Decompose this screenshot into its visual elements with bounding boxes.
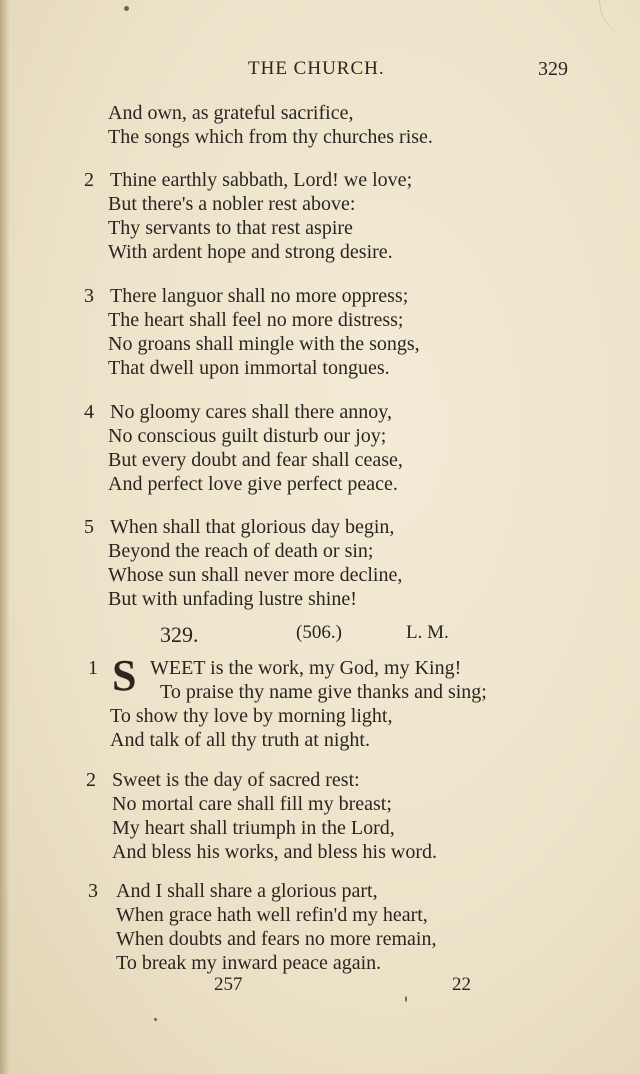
hymn-reference: (506.) bbox=[296, 622, 342, 643]
drop-cap: S bbox=[112, 651, 137, 700]
stanza-number: 5 bbox=[84, 516, 94, 538]
verse-line: Thy servants to that rest aspire bbox=[108, 217, 353, 239]
hymn-meter: L. M. bbox=[406, 622, 449, 643]
ink-speck bbox=[124, 6, 129, 11]
verse-line: To break my inward peace again. bbox=[116, 952, 382, 974]
ink-speck bbox=[154, 1018, 157, 1021]
verse-line: When shall that glorious day begin, bbox=[110, 516, 395, 538]
verse-line: And talk of all thy truth at night. bbox=[110, 729, 370, 751]
verse-line: When doubts and fears no more remain, bbox=[116, 928, 437, 950]
verse-line: No mortal care shall fill my breast; bbox=[112, 793, 392, 815]
stanza-number: 4 bbox=[84, 401, 94, 423]
running-head-title: THE CHURCH. bbox=[248, 58, 385, 79]
verse-line: And bless his works, and bless his word. bbox=[112, 841, 437, 863]
verse-line: Whose sun shall never more decline, bbox=[108, 564, 403, 586]
verse-line: Thine earthly sabbath, Lord! we love; bbox=[110, 169, 413, 191]
stanza-number: 3 bbox=[84, 285, 94, 307]
signature-mark-right: 22 bbox=[452, 974, 471, 995]
verse-line: No conscious guilt disturb our joy; bbox=[108, 425, 387, 447]
page-number: 329 bbox=[538, 58, 568, 80]
verse-line: Sweet is the day of sacred rest: bbox=[112, 769, 360, 791]
verse-line: And perfect love give perfect peace. bbox=[108, 473, 398, 495]
hymn-number: 329. bbox=[160, 622, 199, 647]
verse-line: No groans shall mingle with the songs, bbox=[108, 333, 420, 355]
verse-line: But every doubt and fear shall cease, bbox=[108, 449, 403, 471]
verse-line: My heart shall triumph in the Lord, bbox=[112, 817, 395, 839]
verse-line: But with unfading lustre shine! bbox=[108, 588, 357, 610]
hymn-heading bbox=[0, 622, 640, 652]
page-footer bbox=[0, 974, 640, 1000]
verse-line: To praise thy name give thanks and sing; bbox=[160, 681, 487, 703]
stanza-number: 3 bbox=[88, 880, 98, 902]
verse-line: That dwell upon immortal tongues. bbox=[108, 357, 390, 379]
page-spine-shadow bbox=[0, 0, 10, 1074]
verse-line: To show thy love by morning light, bbox=[110, 705, 393, 727]
verse-line: The songs which from thy churches rise. bbox=[108, 126, 433, 148]
verse-line: When grace hath well refin'd my heart, bbox=[116, 904, 428, 926]
verse-line: WEET is the work, my God, my King! bbox=[150, 657, 462, 679]
stanza-number: 1 bbox=[88, 657, 98, 679]
verse-line: With ardent hope and strong desire. bbox=[108, 241, 393, 263]
verse-line: Beyond the reach of death or sin; bbox=[108, 540, 374, 562]
signature-mark-left: 257 bbox=[214, 974, 243, 995]
verse-line: There languor shall no more oppress; bbox=[110, 285, 409, 307]
page-corner-fold bbox=[599, 0, 640, 40]
verse-line: But there's a nobler rest above: bbox=[108, 193, 356, 215]
stanza-number: 2 bbox=[86, 769, 96, 791]
verse-line: And I shall share a glorious part, bbox=[116, 880, 378, 902]
verse-line: No gloomy cares shall there annoy, bbox=[110, 401, 392, 423]
verse-line: The heart shall feel no more distress; bbox=[108, 309, 404, 331]
running-head bbox=[0, 58, 640, 88]
verse-line: And own, as grateful sacrifice, bbox=[108, 102, 354, 124]
stanza-number: 2 bbox=[84, 169, 94, 191]
